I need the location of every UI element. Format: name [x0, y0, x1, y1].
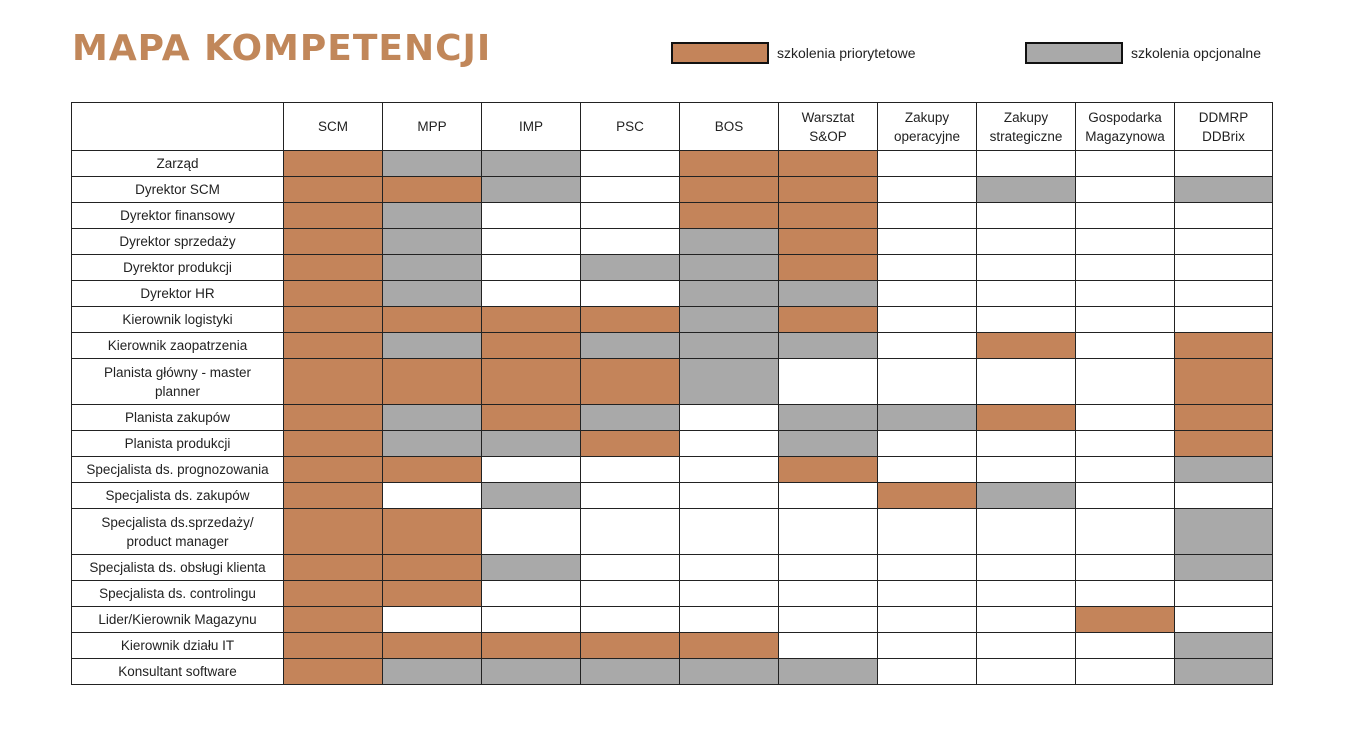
table-row: [72, 509, 1273, 555]
cell-empty: [1076, 581, 1175, 607]
cell-priority: [779, 177, 878, 203]
cell-priority: [680, 151, 779, 177]
row-label: Planista główny - master planner: [72, 359, 284, 405]
cell-empty: [581, 281, 680, 307]
cell-empty: [581, 203, 680, 229]
cell-empty: [1175, 307, 1273, 333]
cell-empty: [878, 659, 977, 685]
cell-empty: [1175, 255, 1273, 281]
table-row: [72, 229, 1273, 255]
cell-priority: [680, 203, 779, 229]
cell-empty: [977, 151, 1076, 177]
cell-empty: [581, 151, 680, 177]
cell-optional: [383, 431, 482, 457]
cell-empty: [977, 555, 1076, 581]
cell-empty: [482, 281, 581, 307]
cell-priority: [680, 633, 779, 659]
cell-empty: [878, 333, 977, 359]
cell-priority: [383, 177, 482, 203]
cell-empty: [1076, 555, 1175, 581]
cell-priority: [1175, 359, 1273, 405]
cell-optional: [977, 177, 1076, 203]
cell-empty: [1175, 151, 1273, 177]
cell-empty: [977, 229, 1076, 255]
cell-priority: [284, 633, 383, 659]
cell-priority: [680, 177, 779, 203]
cell-empty: [878, 255, 977, 281]
cell-priority: [284, 307, 383, 333]
cell-empty: [383, 483, 482, 509]
cell-empty: [581, 607, 680, 633]
cell-empty: [977, 509, 1076, 555]
cell-priority: [284, 431, 383, 457]
row-label: Planista produkcji: [72, 431, 284, 457]
cell-empty: [482, 203, 581, 229]
cell-optional: [383, 255, 482, 281]
cell-optional: [383, 203, 482, 229]
row-label: Dyrektor HR: [72, 281, 284, 307]
cell-optional: [779, 333, 878, 359]
row-label: Specjalista ds. zakupów: [72, 483, 284, 509]
cell-empty: [878, 581, 977, 607]
cell-empty: [581, 177, 680, 203]
cell-empty: [878, 281, 977, 307]
cell-empty: [878, 607, 977, 633]
cell-empty: [482, 255, 581, 281]
table-row: [72, 255, 1273, 281]
cell-empty: [581, 483, 680, 509]
row-label: Specjalista ds.sprzedaży/ product manager: [72, 509, 284, 555]
cell-empty: [977, 659, 1076, 685]
cell-priority: [383, 555, 482, 581]
header-corner: [72, 103, 284, 151]
cell-optional: [383, 281, 482, 307]
cell-priority: [284, 203, 383, 229]
cell-empty: [1076, 177, 1175, 203]
cell-empty: [878, 177, 977, 203]
cell-empty: [680, 607, 779, 633]
column-header: Zakupy strategiczne: [977, 103, 1076, 151]
column-header: PSC: [581, 103, 680, 151]
legend-priority-swatch: [671, 42, 769, 64]
cell-empty: [1076, 405, 1175, 431]
row-label: Zarząd: [72, 151, 284, 177]
row-label: Planista zakupów: [72, 405, 284, 431]
cell-priority: [284, 483, 383, 509]
legend-priority: [671, 41, 916, 65]
cell-priority: [581, 633, 680, 659]
cell-empty: [779, 633, 878, 659]
cell-empty: [878, 457, 977, 483]
cell-priority: [581, 431, 680, 457]
cell-optional: [383, 333, 482, 359]
cell-empty: [878, 359, 977, 405]
cell-optional: [680, 307, 779, 333]
column-header: BOS: [680, 103, 779, 151]
row-label: Konsultant software: [72, 659, 284, 685]
table-row: [72, 607, 1273, 633]
cell-empty: [1076, 633, 1175, 659]
cell-optional: [680, 281, 779, 307]
cell-empty: [878, 229, 977, 255]
cell-empty: [779, 359, 878, 405]
cell-empty: [581, 457, 680, 483]
cell-priority: [779, 255, 878, 281]
table-row: [72, 405, 1273, 431]
cell-optional: [383, 151, 482, 177]
cell-optional: [482, 659, 581, 685]
cell-empty: [1076, 151, 1175, 177]
cell-optional: [878, 405, 977, 431]
cell-empty: [680, 483, 779, 509]
cell-priority: [284, 177, 383, 203]
cell-optional: [1175, 177, 1273, 203]
cell-priority: [482, 333, 581, 359]
column-header: DDMRP DDBrix: [1175, 103, 1273, 151]
cell-empty: [779, 555, 878, 581]
legend-priority-label: szkolenia priorytetowe: [777, 45, 916, 61]
cell-priority: [1175, 405, 1273, 431]
header-row: [72, 103, 1273, 151]
table-row: [72, 581, 1273, 607]
cell-empty: [878, 509, 977, 555]
cell-priority: [977, 405, 1076, 431]
row-label: Kierownik logistyki: [72, 307, 284, 333]
cell-empty: [1076, 229, 1175, 255]
cell-optional: [482, 555, 581, 581]
cell-priority: [779, 151, 878, 177]
cell-priority: [779, 203, 878, 229]
cell-priority: [284, 229, 383, 255]
cell-empty: [977, 431, 1076, 457]
cell-empty: [680, 509, 779, 555]
cell-empty: [680, 405, 779, 431]
cell-empty: [1076, 431, 1175, 457]
cell-empty: [779, 607, 878, 633]
table-row: [72, 177, 1273, 203]
table-row: [72, 431, 1273, 457]
table-row: [72, 333, 1273, 359]
cell-priority: [383, 359, 482, 405]
cell-priority: [779, 229, 878, 255]
cell-empty: [680, 431, 779, 457]
page-title: MAPA KOMPETENCJI: [72, 28, 492, 69]
cell-optional: [1175, 633, 1273, 659]
cell-empty: [1076, 457, 1175, 483]
cell-empty: [581, 581, 680, 607]
table-row: [72, 633, 1273, 659]
cell-empty: [581, 509, 680, 555]
cell-empty: [878, 203, 977, 229]
column-header: Warsztat S&OP: [779, 103, 878, 151]
table-row: [72, 555, 1273, 581]
cell-optional: [581, 405, 680, 431]
cell-priority: [284, 255, 383, 281]
competency-table: [71, 102, 1273, 685]
cell-priority: [284, 151, 383, 177]
cell-optional: [581, 255, 680, 281]
table-row: [72, 359, 1273, 405]
cell-priority: [482, 633, 581, 659]
column-header: Zakupy operacyjne: [878, 103, 977, 151]
cell-optional: [779, 405, 878, 431]
table-row: [72, 203, 1273, 229]
cell-priority: [581, 307, 680, 333]
cell-empty: [1175, 203, 1273, 229]
cell-optional: [779, 281, 878, 307]
cell-priority: [1175, 333, 1273, 359]
cell-optional: [383, 659, 482, 685]
table-row: [72, 457, 1273, 483]
cell-empty: [977, 255, 1076, 281]
column-header: SCM: [284, 103, 383, 151]
cell-priority: [284, 659, 383, 685]
cell-empty: [1076, 333, 1175, 359]
row-label: Kierownik zaopatrzenia: [72, 333, 284, 359]
cell-empty: [482, 581, 581, 607]
cell-empty: [1175, 281, 1273, 307]
cell-empty: [977, 281, 1076, 307]
cell-priority: [284, 555, 383, 581]
cell-empty: [878, 307, 977, 333]
cell-priority: [284, 333, 383, 359]
legend-optional-label: szkolenia opcjonalne: [1131, 45, 1261, 61]
cell-empty: [977, 581, 1076, 607]
cell-priority: [383, 307, 482, 333]
row-label: Dyrektor produkcji: [72, 255, 284, 281]
cell-empty: [1076, 203, 1175, 229]
cell-empty: [680, 457, 779, 483]
cell-empty: [878, 151, 977, 177]
cell-empty: [1076, 659, 1175, 685]
cell-optional: [383, 229, 482, 255]
cell-optional: [779, 431, 878, 457]
cell-priority: [482, 307, 581, 333]
row-label: Dyrektor sprzedaży: [72, 229, 284, 255]
cell-optional: [1175, 555, 1273, 581]
cell-empty: [680, 581, 779, 607]
cell-empty: [977, 359, 1076, 405]
cell-priority: [482, 359, 581, 405]
cell-priority: [878, 483, 977, 509]
cell-empty: [977, 633, 1076, 659]
cell-priority: [482, 405, 581, 431]
cell-empty: [1076, 359, 1175, 405]
table-row: [72, 307, 1273, 333]
cell-empty: [878, 555, 977, 581]
cell-optional: [680, 255, 779, 281]
cell-optional: [1175, 509, 1273, 555]
cell-optional: [581, 659, 680, 685]
row-label: Lider/Kierownik Magazynu: [72, 607, 284, 633]
cell-optional: [1175, 659, 1273, 685]
cell-priority: [977, 333, 1076, 359]
cell-empty: [482, 457, 581, 483]
cell-priority: [284, 607, 383, 633]
table-row: [72, 483, 1273, 509]
cell-priority: [383, 509, 482, 555]
cell-empty: [581, 229, 680, 255]
cell-empty: [482, 607, 581, 633]
cell-priority: [383, 457, 482, 483]
cell-optional: [482, 483, 581, 509]
cell-empty: [779, 509, 878, 555]
cell-optional: [680, 359, 779, 405]
cell-empty: [977, 203, 1076, 229]
row-label: Specjalista ds. controlingu: [72, 581, 284, 607]
cell-optional: [680, 229, 779, 255]
row-label: Specjalista ds. prognozowania: [72, 457, 284, 483]
column-header: MPP: [383, 103, 482, 151]
cell-empty: [1076, 307, 1175, 333]
cell-priority: [383, 581, 482, 607]
cell-empty: [977, 457, 1076, 483]
cell-empty: [977, 307, 1076, 333]
cell-optional: [1175, 457, 1273, 483]
cell-optional: [482, 431, 581, 457]
cell-priority: [779, 307, 878, 333]
cell-empty: [878, 633, 977, 659]
cell-optional: [977, 483, 1076, 509]
cell-empty: [1175, 229, 1273, 255]
cell-empty: [482, 509, 581, 555]
table-row: [72, 151, 1273, 177]
row-label: Dyrektor SCM: [72, 177, 284, 203]
cell-optional: [482, 177, 581, 203]
cell-empty: [1076, 509, 1175, 555]
table-row: [72, 281, 1273, 307]
cell-priority: [581, 359, 680, 405]
cell-priority: [284, 509, 383, 555]
cell-empty: [1076, 281, 1175, 307]
column-header: Gospodarka Magazynowa: [1076, 103, 1175, 151]
cell-priority: [284, 359, 383, 405]
cell-empty: [1175, 581, 1273, 607]
cell-empty: [680, 555, 779, 581]
cell-priority: [284, 457, 383, 483]
cell-empty: [779, 581, 878, 607]
cell-priority: [284, 405, 383, 431]
legend-optional: [1025, 41, 1261, 65]
cell-optional: [680, 659, 779, 685]
cell-empty: [1076, 483, 1175, 509]
cell-empty: [1076, 255, 1175, 281]
cell-empty: [1175, 483, 1273, 509]
table-row: [72, 659, 1273, 685]
cell-empty: [779, 483, 878, 509]
cell-optional: [680, 333, 779, 359]
cell-priority: [284, 581, 383, 607]
cell-empty: [878, 431, 977, 457]
cell-priority: [1175, 431, 1273, 457]
legend-optional-swatch: [1025, 42, 1123, 64]
cell-optional: [581, 333, 680, 359]
row-label: Specjalista ds. obsługi klienta: [72, 555, 284, 581]
cell-optional: [383, 405, 482, 431]
cell-empty: [977, 607, 1076, 633]
row-label: Kierownik działu IT: [72, 633, 284, 659]
row-label: Dyrektor finansowy: [72, 203, 284, 229]
cell-empty: [581, 555, 680, 581]
cell-priority: [284, 281, 383, 307]
cell-empty: [1175, 607, 1273, 633]
cell-priority: [1076, 607, 1175, 633]
column-header: IMP: [482, 103, 581, 151]
cell-optional: [482, 151, 581, 177]
cell-priority: [383, 633, 482, 659]
cell-optional: [779, 659, 878, 685]
cell-empty: [482, 229, 581, 255]
cell-priority: [779, 457, 878, 483]
cell-empty: [383, 607, 482, 633]
